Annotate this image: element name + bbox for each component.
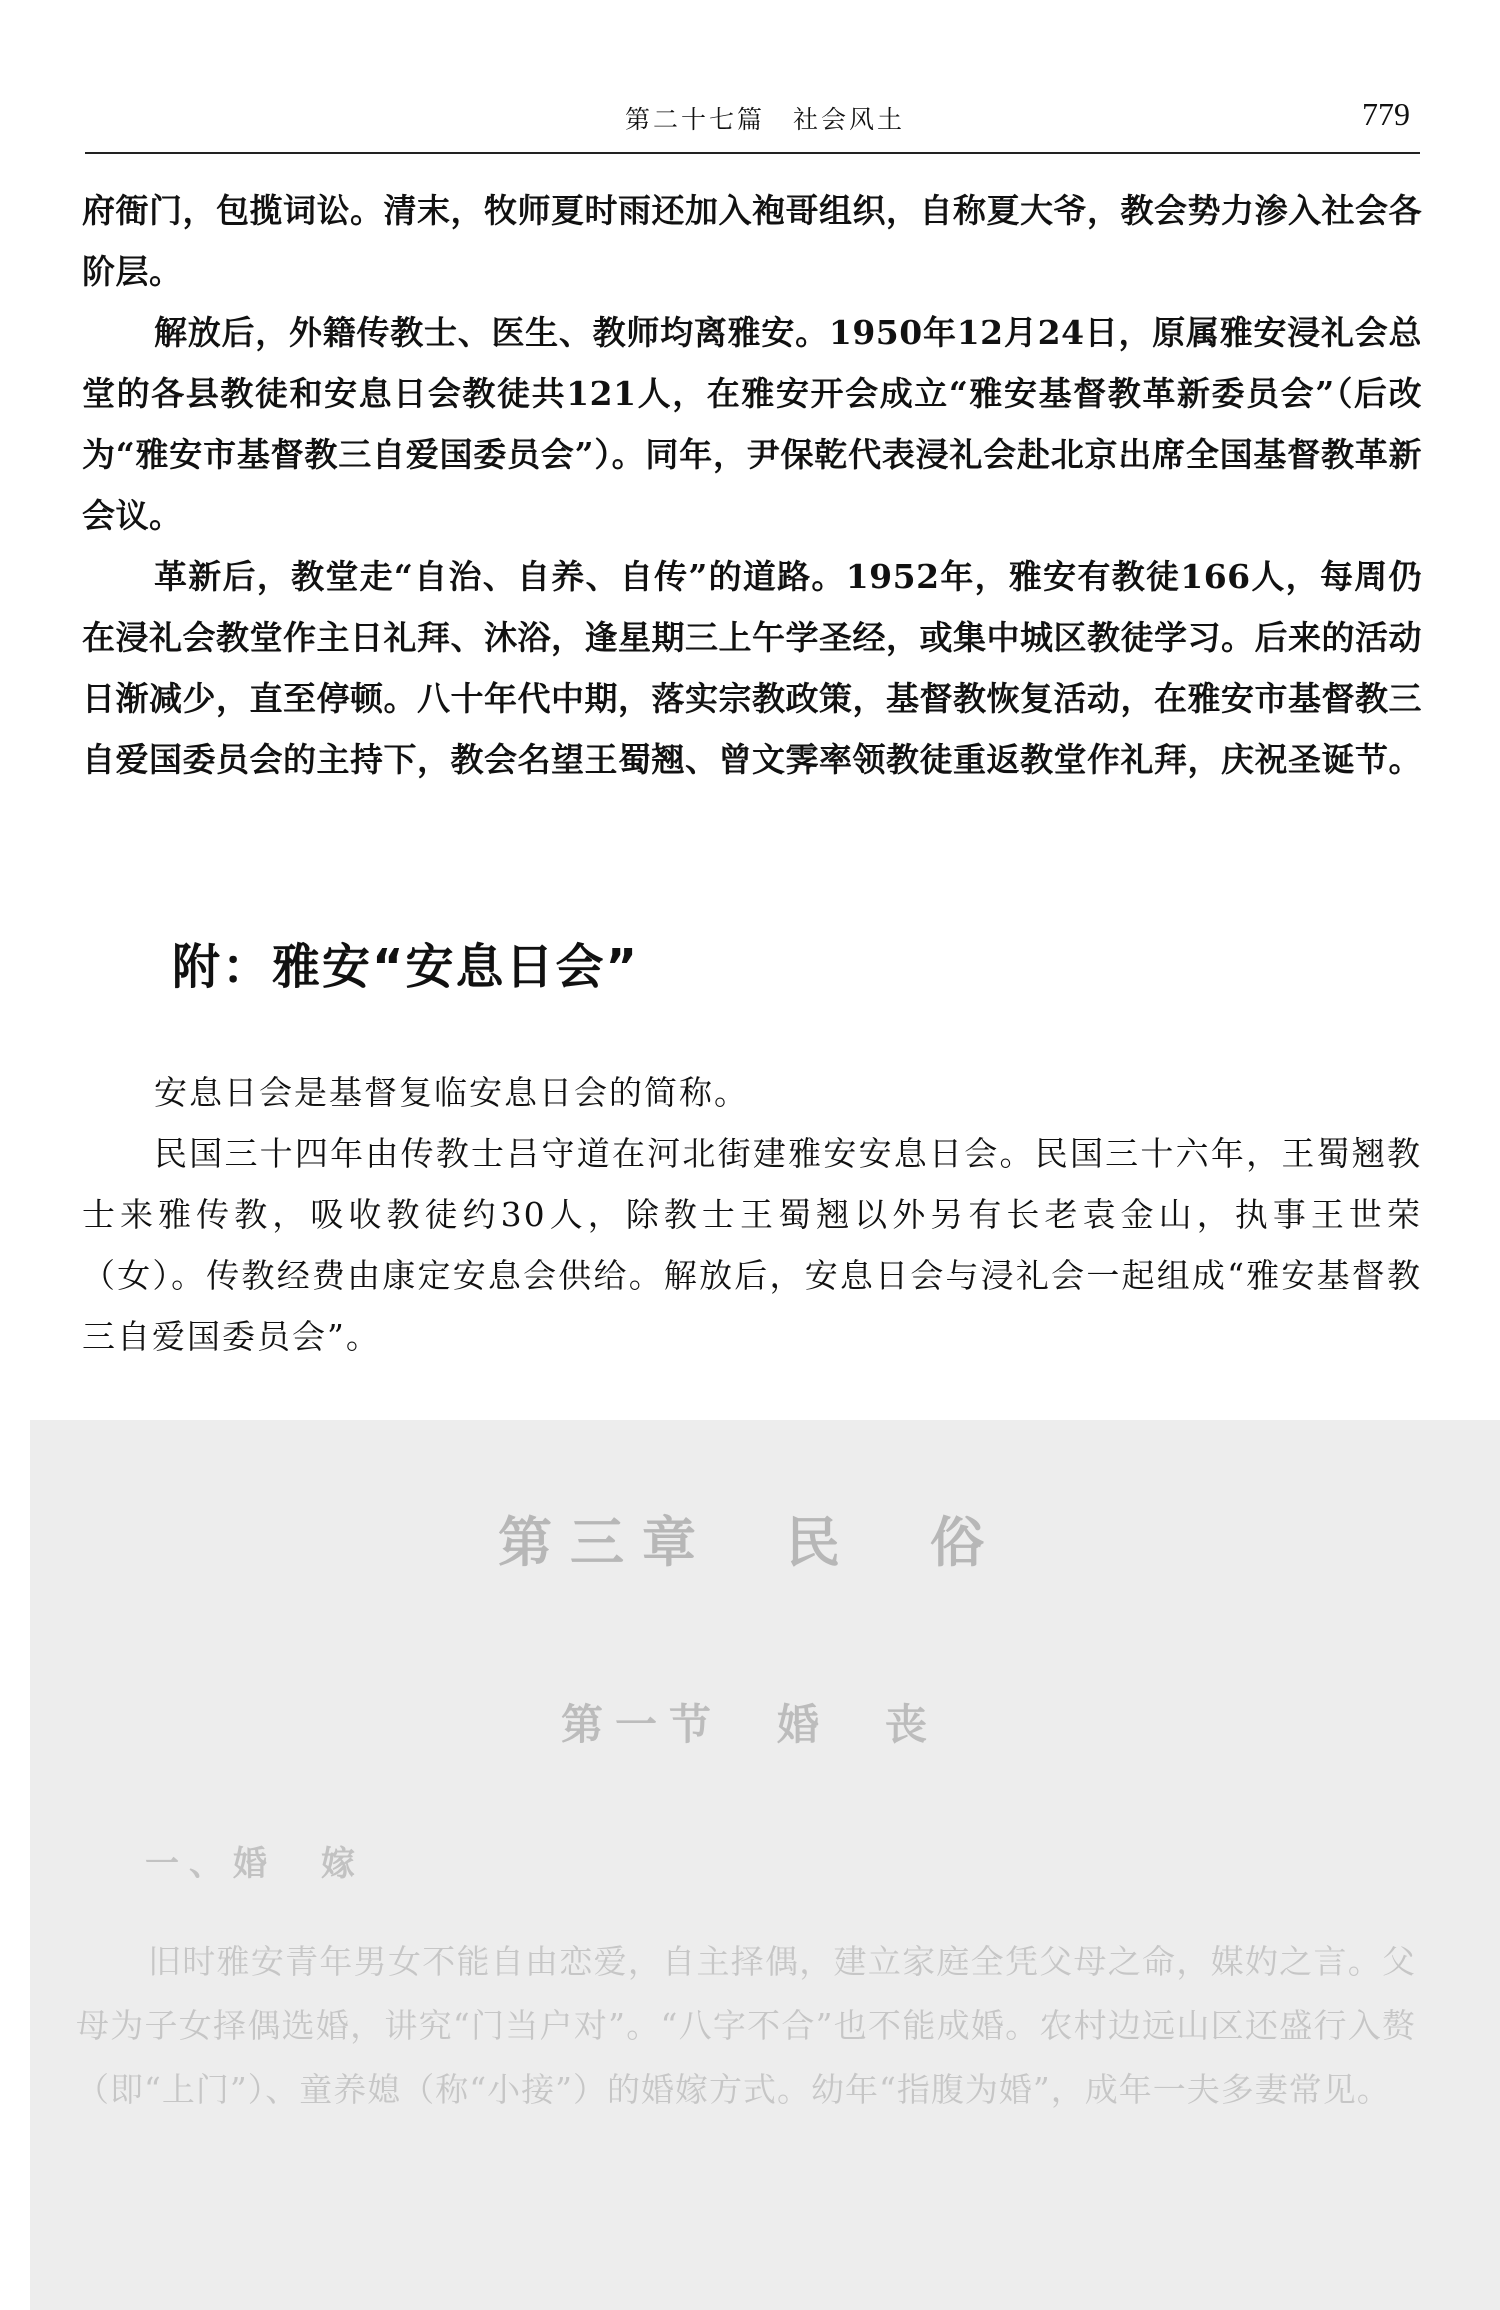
upper-text <box>82 180 1422 790</box>
faded-text <box>76 1930 1416 2122</box>
subsection-title: 一、婚 嫁 <box>145 1844 365 1884</box>
paragraph: 解放后，外籍传教士、医生、教师均离雅安。1950年12月24日，原属雅安浸礼会总堂的各县教徒和安息日会教徒共121人，在雅安开会成立“雅安基督教革新委员会”（后改为“雅安市基督教三自爱国委员会”）。同年，尹保乾代表浸礼会赴北京出席全国基督教革新会议。 <box>82 313 1422 535</box>
paragraph: 府衙门，包揽词讼。清末，牧师夏时雨还加入袍哥组织，自称夏大爷，教会势力渗入社会各阶层。 <box>82 191 1422 291</box>
chapter-title: 第三章 民 俗 <box>498 1511 1002 1574</box>
paragraph: 民国三十四年由传教士吕守道在河北街建雅安安息日会。民国三十六年，王蜀翘教士来雅传教，吸收教徒约30人，除教士王蜀翘以外另有长老袁金山，执事王世荣（女）。传教经费由康定安息会供给。解放后，安息日会与浸礼会一起组成“雅安基督教三自爱国委员会”。 <box>82 1134 1422 1356</box>
paragraph: 安息日会是基督复临安息日会的简称。 <box>154 1073 749 1112</box>
running-title: 第二十七篇 社会风土 <box>625 105 906 134</box>
appendix-title: 附：雅安“安息日会” <box>172 939 640 995</box>
appendix-text <box>82 1062 1422 1367</box>
page-header <box>85 90 1420 154</box>
section-title: 第一节 婚 丧 <box>560 1700 939 1749</box>
paragraph: 旧时雅安青年男女不能自由恋爱，自主择偶，建立家庭全凭父母之命，媒妁之言。父母为子女择偶选婚，讲究“门当户对”。“八字不合”也不能成婚。农村边远山区还盛行入赘（即“上门”）、童养媳（称“小接”）的婚嫁方式。幼年“指腹为婚”，成年一夫多妻常见。 <box>76 1942 1416 2109</box>
paragraph: 革新后，教堂走“自治、自养、自传”的道路。1952年，雅安有教徒166人，每周仍在浸礼会教堂作主日礼拜、沐浴，逢星期三上午学圣经，或集中城区教徒学习。后来的活动日渐减少，直至停顿。八十年代中期，落实宗教政策，基督教恢复活动，在雅安市基督教三自爱国委员会的主持下，教会名望王蜀翘、曾文霁率领教徒重返教堂作礼拜，庆祝圣诞节。 <box>82 557 1422 779</box>
page-number: 779 <box>1362 96 1410 132</box>
